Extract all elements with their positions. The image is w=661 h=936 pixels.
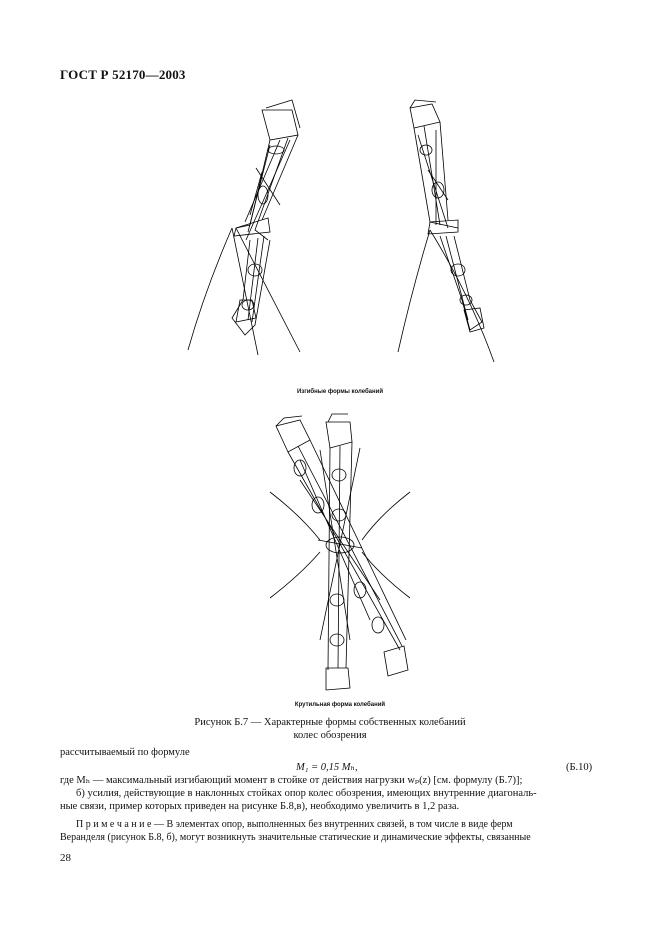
- item-b-line2: ные связи, пример которых приведен на рисунке Б.8,в), необходимо увеличить в 1,2 раза.: [60, 801, 460, 812]
- item-b-line1: б) усилия, действующие в наклонных стойках опор колес обозрения, имеющих внутренние диагональ-: [76, 788, 537, 799]
- figure-label-bending: Изгибные формы колебаний: [296, 389, 384, 395]
- note-line2: Веранделя (рисунок Б.8, б), могут возникнуть значительные статические и динамические эффекты, связанные: [60, 832, 531, 843]
- standard-code-header: ГОСТ Р 52170—2003: [60, 67, 186, 82]
- figure-caption-line2: колес обозрения: [293, 730, 367, 741]
- page-number: 28: [60, 852, 71, 864]
- formula: M₁ = 0,15 Mₕ,: [296, 762, 358, 773]
- formula-intro: рассчитываемый по формуле: [60, 747, 190, 758]
- formula-number: (Б.10): [566, 762, 593, 773]
- figure-label-torsion: Крутильная форма колебаний: [294, 702, 386, 708]
- figure-caption-line1: Рисунок Б.7 — Характерные формы собственных колебаний: [194, 717, 466, 728]
- note-line1: П р и м е ч а н и е — В элементах опор, выполненных без внутренних связей, в том числе в виде ферм: [76, 819, 513, 830]
- where-definition: где Mₕ — максимальный изгибающий момент в стойке от действия нагрузки wₚ(z) [см. формулу (Б.7)];: [60, 775, 523, 786]
